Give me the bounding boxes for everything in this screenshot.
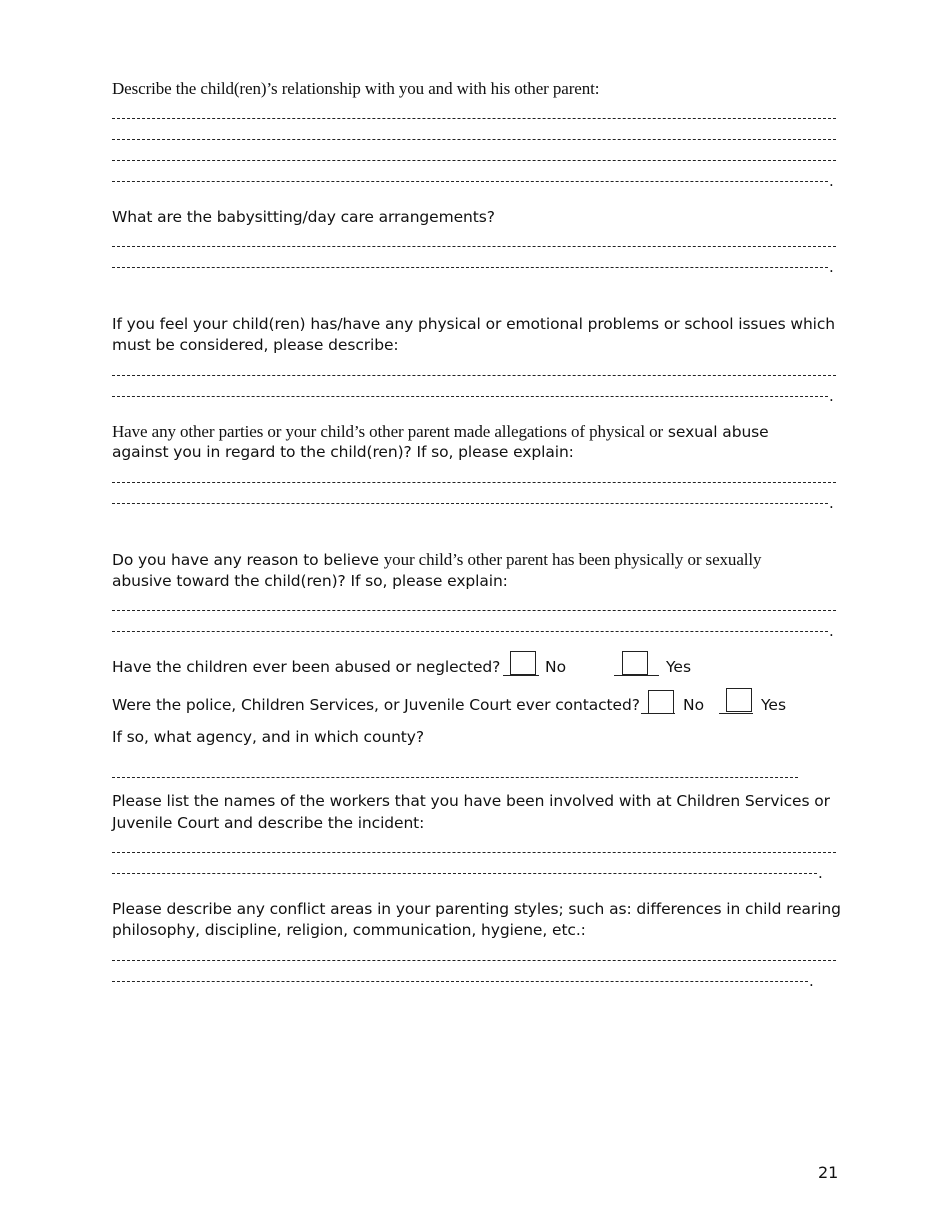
abused-yes-label: Yes bbox=[666, 658, 692, 676]
contacted-yes-label: Yes bbox=[761, 696, 787, 714]
period-mark: . bbox=[829, 172, 834, 190]
allegations-text-serif: Have any other parties or your child’s other parent made allegations of physical or bbox=[112, 422, 664, 441]
answer-line[interactable] bbox=[112, 981, 808, 982]
answer-line[interactable] bbox=[112, 503, 828, 504]
question-allegations-line2: against you in regard to the child(ren)? If so, please explain: bbox=[112, 443, 574, 461]
question-workers-line1: Please list the names of the workers that you have been involved with at Children Services or bbox=[112, 792, 830, 810]
contacted-yes-checkbox[interactable] bbox=[726, 688, 752, 712]
question-abused-neglected: Have the children ever been abused or neglected? bbox=[112, 658, 501, 676]
answer-line[interactable] bbox=[112, 181, 828, 182]
answer-line[interactable] bbox=[112, 852, 836, 853]
page-number: 21 bbox=[818, 1163, 839, 1182]
answer-line[interactable] bbox=[112, 375, 836, 376]
answer-line[interactable] bbox=[112, 139, 836, 140]
period-mark: . bbox=[829, 258, 834, 276]
answer-line[interactable] bbox=[112, 777, 798, 778]
allegations-text-sans: sexual abuse bbox=[663, 423, 769, 441]
checkbox-underline bbox=[614, 675, 659, 676]
abused-no-label: No bbox=[545, 658, 567, 676]
question-abuse-belief-line2: abusive toward the child(ren)? If so, please explain: bbox=[112, 572, 508, 590]
question-problems-line1: If you feel your child(ren) has/have any physical or emotional problems or school issues which bbox=[112, 315, 836, 333]
answer-line[interactable] bbox=[112, 610, 836, 611]
question-abuse-belief-line1 bbox=[112, 549, 761, 571]
period-mark: . bbox=[809, 972, 814, 990]
question-agency-county: If so, what agency, and in which county? bbox=[112, 728, 424, 746]
contacted-no-checkbox[interactable] bbox=[648, 690, 674, 714]
answer-line[interactable] bbox=[112, 160, 836, 161]
answer-line[interactable] bbox=[112, 246, 836, 247]
abused-yes-checkbox[interactable] bbox=[622, 651, 648, 675]
checkbox-underline bbox=[719, 713, 753, 714]
period-mark: . bbox=[829, 387, 834, 405]
period-mark: . bbox=[818, 864, 823, 882]
answer-line[interactable] bbox=[112, 396, 828, 397]
question-conflict-line1: Please describe any conflict areas in your parenting styles; such as: differences in child rearing bbox=[112, 900, 841, 918]
abuse-belief-text-serif: your child’s other parent has been physically or sexually bbox=[383, 550, 762, 569]
abused-no-checkbox[interactable] bbox=[510, 651, 536, 675]
answer-line[interactable] bbox=[112, 482, 836, 483]
question-workers-line2: Juvenile Court and describe the incident: bbox=[112, 814, 425, 832]
answer-line[interactable] bbox=[112, 118, 836, 119]
answer-line[interactable] bbox=[112, 960, 836, 961]
question-problems-line2: must be considered, please describe: bbox=[112, 336, 399, 354]
contacted-no-label: No bbox=[683, 696, 705, 714]
period-mark: . bbox=[829, 494, 834, 512]
period-mark: . bbox=[829, 622, 834, 640]
question-conflict-line2: philosophy, discipline, religion, communication, hygiene, etc.: bbox=[112, 921, 586, 939]
answer-line[interactable] bbox=[112, 267, 828, 268]
checkbox-underline bbox=[503, 675, 539, 676]
question-child-relationship: Describe the child(ren)’s relationship with you and with his other parent: bbox=[112, 79, 600, 98]
answer-line[interactable] bbox=[112, 631, 828, 632]
question-agency-contacted: Were the police, Children Services, or Juvenile Court ever contacted? bbox=[112, 696, 640, 714]
question-babysitting: What are the babysitting/day care arrangements? bbox=[112, 208, 495, 226]
question-allegations-line1 bbox=[112, 421, 769, 443]
abuse-belief-text-sans: Do you have any reason to believe bbox=[112, 551, 384, 569]
answer-line[interactable] bbox=[112, 873, 817, 874]
